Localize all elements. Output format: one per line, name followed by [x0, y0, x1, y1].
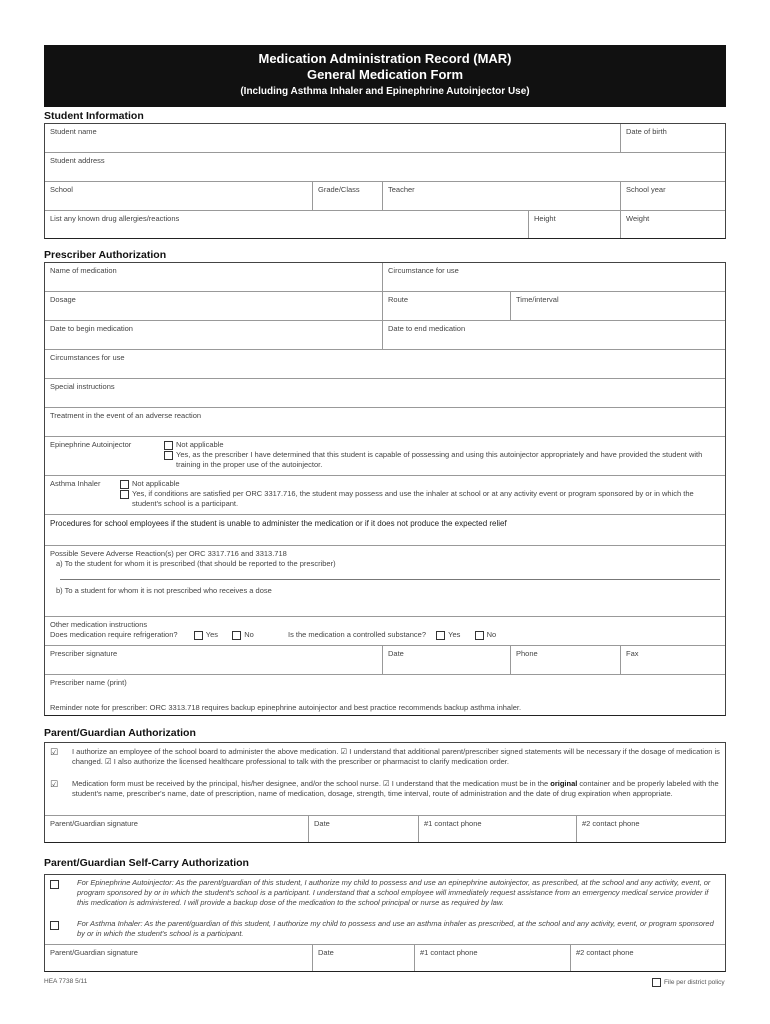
selfcarry-title: Parent/Guardian Self-Carry Authorization — [44, 857, 249, 869]
prescriber-box — [44, 262, 726, 716]
other-instructions-section — [45, 617, 725, 645]
asthma-na-label: Not applicable — [132, 479, 180, 488]
prescriber-date-field[interactable]: Date — [383, 646, 511, 674]
severe-reaction-section[interactable] — [45, 546, 725, 616]
parent-statement-2c: container and be properly labeled with the student's name, prescriber's name, date of prescription, name of medication, dosage, strength, time interval, route of administration and the date of drug expiration when appropriate. — [72, 779, 719, 798]
student-info-title: Student Information — [44, 110, 144, 122]
height-field[interactable]: Height — [529, 211, 621, 238]
controlled-label: Is the medication a controlled substance? — [287, 630, 426, 639]
end-date-field[interactable]: Date to end medication — [388, 324, 466, 333]
med-name-field[interactable]: Name of medication — [45, 263, 383, 291]
selfcarry-epi-checkbox[interactable] — [50, 880, 59, 889]
epi-na-checkbox[interactable] — [164, 441, 173, 450]
refrig-no-checkbox[interactable] — [232, 631, 241, 640]
route-field[interactable]: Route — [383, 292, 511, 320]
parent-auth-box — [44, 742, 726, 843]
epi-yes-label: Yes, as the prescriber I have determined that this student is capable of possessing and using this autoinjector appropriately and have provided the student with training in the proper use of the autoinjector. — [176, 450, 703, 469]
begin-date-field[interactable]: Date to begin medication — [45, 321, 383, 349]
teacher-field[interactable]: Teacher — [383, 182, 621, 210]
dob-field[interactable]: Date of birth — [626, 127, 667, 136]
circumstances-field[interactable]: Circumstances for use — [50, 353, 125, 362]
form-title: Medication Administration Record (MAR) — [258, 51, 512, 66]
epinephrine-label: Epinephrine Autoinjector — [50, 440, 132, 449]
asthma-yes-checkbox[interactable] — [120, 490, 129, 499]
asthma-section — [45, 476, 725, 514]
controlled-no-label: No — [486, 630, 497, 639]
prescriber-reminder: Reminder note for prescriber: ORC 3313.718 requires backup epinephrine autoinjector and best practice recommends backup asthma inhaler. — [50, 703, 522, 712]
procedures-field[interactable]: Procedures for school employees if the student is unable to administer the medication or if it does not produce the expected relief — [50, 519, 507, 528]
parent-contact1-field[interactable]: #1 contact phone — [419, 816, 577, 842]
weight-field[interactable]: Weight — [626, 214, 650, 223]
parent-check-1[interactable]: ☑ — [50, 747, 59, 757]
parent-contact2-field[interactable]: #2 contact phone — [582, 819, 640, 828]
selfcarry-signature-field[interactable]: Parent/Guardian signature — [45, 945, 313, 971]
asthma-na-checkbox[interactable] — [120, 480, 129, 489]
asthma-yes-label: Yes, if conditions are satisfied per ORC 3317.716, the student may possess and use the inhaler at school or at any activity event or program sponsored by or in which the student's school is a participant. — [132, 489, 694, 508]
other-instructions-label: Other medication instructions — [50, 620, 148, 629]
selfcarry-asthma-checkbox[interactable] — [50, 921, 59, 930]
school-field[interactable]: School — [45, 182, 313, 210]
selfcarry-date-field[interactable]: Date — [313, 945, 415, 971]
parent-statement-2a: Medication form must be received by the principal, his/her designee, and/or the school nurse. ☑ I understand that the medication must be in the — [72, 779, 551, 788]
student-info-box — [44, 123, 726, 239]
selfcarry-contact1-field[interactable]: #1 contact phone — [415, 945, 571, 971]
prescriber-signature-field[interactable]: Prescriber signature — [45, 646, 383, 674]
parent-statement-original: original — [550, 779, 578, 788]
prescriber-print-section[interactable] — [45, 675, 725, 715]
selfcarry-epi-statement: For Epinephrine Autoinjector: As the parent/guardian of this student, I authorize my child to possess and use an epinephrine autoinjector, as prescribed, at the school and any activity, event, or program sponsored by or in which the student's school is a participant. I understand that a school employee will immediately request assistance from an emergency medical service provider if this medication is administered. I will provide a backup dose of the medication to the school principal or nurse as required by law. — [77, 878, 711, 907]
refrig-no-label: No — [244, 630, 254, 639]
refrig-yes-checkbox[interactable] — [194, 631, 203, 640]
allergies-field[interactable]: List any known drug allergies/reactions — [45, 211, 529, 238]
severe-reaction-label: Possible Severe Adverse Reaction(s) per ORC 3317.716 and 3313.718 — [50, 549, 287, 558]
prescriber-print-label: Prescriber name (print) — [50, 678, 127, 687]
mar-form — [44, 45, 726, 972]
controlled-yes-checkbox[interactable] — [436, 631, 445, 640]
prescriber-title: Prescriber Authorization — [44, 249, 167, 261]
form-subtitle-note: (Including Asthma Inhaler and Epinephrine Autoinjector Use) — [240, 86, 530, 97]
parent-check-2[interactable]: ☑ — [50, 779, 59, 789]
parent-signature-field[interactable]: Parent/Guardian signature — [45, 816, 309, 842]
form-code: HEA 7738 5/11 — [44, 978, 88, 985]
student-name-field[interactable]: Student name — [45, 124, 621, 152]
form-header — [44, 45, 726, 107]
file-policy-label: File per district policy — [664, 979, 725, 987]
grade-field[interactable]: Grade/Class — [313, 182, 383, 210]
school-year-field[interactable]: School year — [626, 185, 666, 194]
prescriber-phone-field[interactable]: Phone — [511, 646, 621, 674]
adverse-treatment-field[interactable]: Treatment in the event of an adverse reaction — [50, 411, 202, 420]
parent-auth-title: Parent/Guardian Authorization — [44, 727, 196, 739]
parent-statement-1: I authorize an employee of the school board to administer the above medication. ☑ I understand that additional parent/prescriber signed statements will be necessary if the dosage of medication is changed. ☑ I also authorize the licensed healthcare professional to talk with the prescriber or pharmacist to clarify medication order. — [72, 747, 720, 766]
selfcarry-contact2-field[interactable]: #2 contact phone — [576, 948, 634, 957]
refrig-yes-label: Yes — [205, 630, 219, 639]
selfcarry-asthma-statement: For Asthma Inhaler: As the parent/guardian of this student, I authorize my child to possess and use an asthma inhaler as prescribed, at the school and any activity, event, or program sponsored by or in which the student's school is a participant. — [77, 919, 714, 938]
asthma-label: Asthma Inhaler — [50, 479, 101, 488]
student-address-field[interactable]: Student address — [50, 156, 105, 165]
controlled-yes-label: Yes — [448, 630, 461, 639]
selfcarry-box — [44, 874, 726, 972]
dosage-field[interactable]: Dosage — [45, 292, 383, 320]
interval-field[interactable]: Time/interval — [516, 295, 559, 304]
form-subtitle: General Medication Form — [306, 67, 464, 82]
severe-line — [60, 579, 720, 580]
severe-reaction-a: a) To the student for whom it is prescribed (that should be reported to the prescriber) — [56, 559, 336, 568]
circumstance-field[interactable]: Circumstance for use — [388, 266, 459, 275]
special-instructions-field[interactable]: Special instructions — [50, 382, 115, 391]
epinephrine-section — [45, 437, 725, 475]
epi-yes-checkbox[interactable] — [164, 451, 173, 460]
file-note — [652, 978, 725, 987]
epi-na-label: Not applicable — [176, 440, 224, 449]
parent-date-field[interactable]: Date — [309, 816, 419, 842]
refrigeration-label: Does medication require refrigeration? — [50, 630, 178, 639]
prescriber-fax-field[interactable]: Fax — [626, 649, 639, 658]
file-policy-checkbox[interactable] — [652, 978, 661, 987]
controlled-no-checkbox[interactable] — [475, 631, 484, 640]
severe-reaction-b: b) To a student for whom it is not prescribed who receives a dose — [56, 586, 272, 595]
